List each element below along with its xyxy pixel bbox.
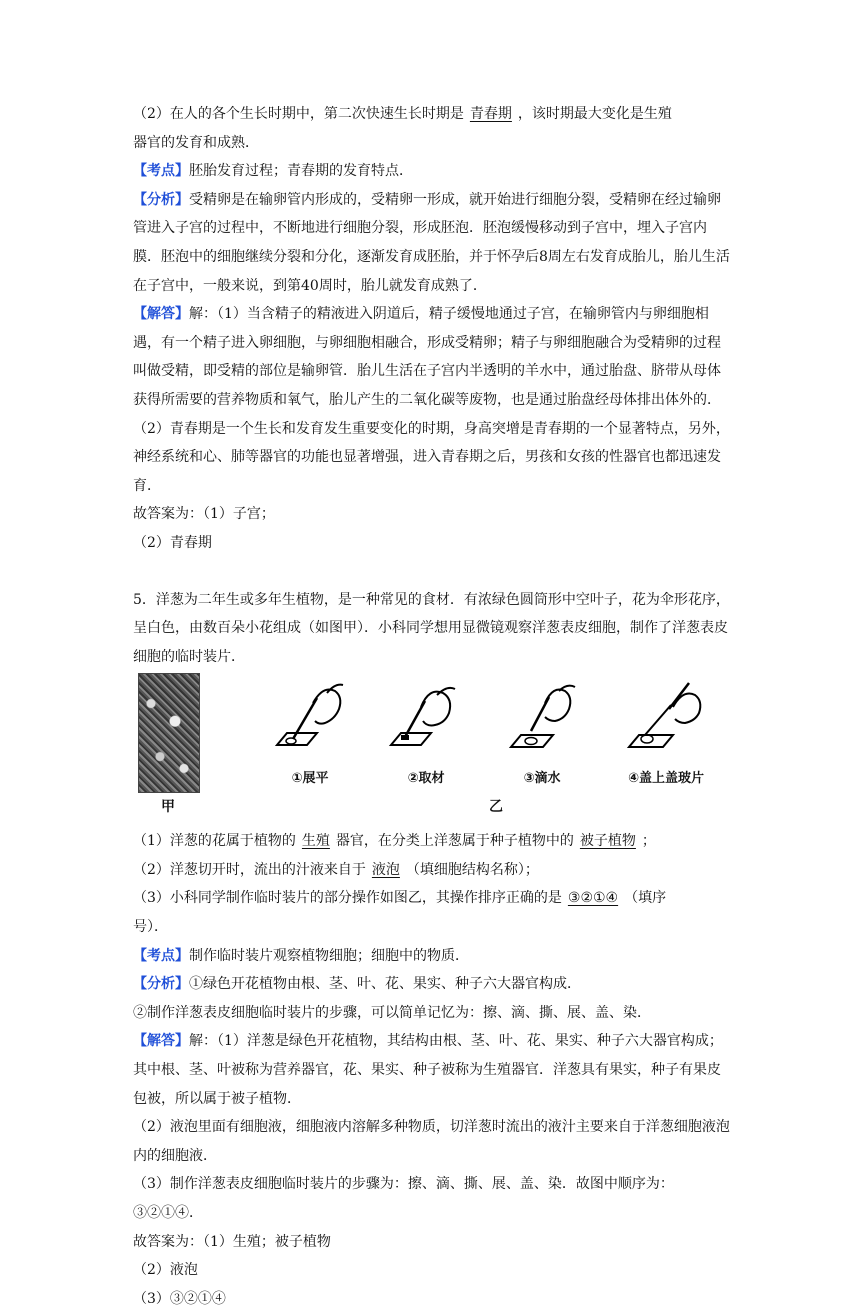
step-take-material: [371, 673, 481, 791]
q4-answer-1: 故答案为：（1）子宫；: [133, 506, 275, 523]
q5-answer-2: （2）液泡: [133, 1262, 198, 1279]
step-caption: ③滴水: [523, 771, 561, 787]
q5-answer-1: 故答案为：（1）生殖；被子植物: [133, 1233, 331, 1250]
q5-figure: [133, 673, 733, 823]
fenxi-tag: 【分析】: [133, 976, 189, 993]
answer-blank: 生殖: [301, 833, 330, 850]
q4-fenxi: 【分析】受精卵是在输卵管内形成的，受精卵一形成，就开始进行细胞分裂，受精卵在经过输卵管进入子宫的过程中，不断地进行细胞分裂，形成胚泡．胚泡缓慢移动到子宫中，埋入子宫内膜．胚泡中的细胞继续分裂和分化，逐渐发育成胚胎，并于怀孕后8周左右发育成胎儿，胎儿生活在子宫中，一般来说，到第40周时，胎儿就发育成熟了．: [133, 191, 730, 294]
step-take-drawing: [371, 673, 481, 763]
q5-fenxi-2: ②制作洋葱表皮细胞临时装片的步骤，可以简单记忆为：擦、滴、撕、展、盖、染．: [133, 1004, 651, 1021]
step-spread-drawing: [255, 673, 365, 763]
fenxi-tag: 【分析】: [133, 191, 189, 208]
step-spread: [255, 673, 365, 791]
q5-jieda-3: （3）制作洋葱表皮细胞临时装片的步骤为：擦、滴、撕、展、盖、染．故图中顺序为：③②①④．: [133, 1176, 674, 1221]
q4-jieda-2: （2）青春期是一个生长和发育发生重要变化的时期，身高突增是青春期的一个显著特点，另外，神经系统和心、肺等器官的功能也显著增强，进入青春期之后，男孩和女孩的性器官也都迅速发育．: [133, 420, 730, 494]
answer-blank: 青春期: [469, 106, 512, 122]
step-cover-slip: [611, 673, 721, 791]
step-caption: ①展平: [291, 771, 329, 787]
kaodian-tag: 【考点】: [133, 947, 189, 964]
jieda-tag: 【解答】: [133, 306, 189, 323]
q5-jieda-1: 【解答】解：（1）洋葱是绿色开花植物，其结构由根、茎、叶、花、果实、种子六大器官构成；其中根、茎、叶被称为营养器官，花、果实、种子被称为生殖器官．洋葱具有果实，种子有果皮包被，所以属于被子植物．: [133, 1033, 723, 1107]
step-drip-water: [487, 673, 597, 791]
figure-label-b: 乙: [489, 799, 503, 816]
step-cover-drawing: [611, 673, 721, 763]
q4-part2-question: （2）在人的各个生长时期中，第二次快速生长时期是 青春期 ，该时期最大变化是生殖: [133, 106, 672, 122]
kaodian-tag: 【考点】: [133, 163, 189, 180]
step-caption: ④盖上盖玻片: [627, 771, 704, 787]
answer-blank: ③②①④: [567, 890, 619, 907]
q5-sub3-cont: 号）．: [133, 919, 168, 936]
step-caption: ②取材: [407, 771, 445, 787]
answer-blank: 液泡: [371, 861, 400, 878]
q5-fenxi-1: 【分析】①绿色开花植物由根、茎、叶、花、果实、种子六大器官构成．: [133, 976, 581, 993]
q5-sub3: （3）小科同学制作临时装片的部分操作如图乙，其操作排序正确的是 ③②①④ （填序: [133, 890, 667, 907]
step-drip-drawing: [487, 673, 597, 763]
jieda-tag: 【解答】: [133, 1033, 189, 1050]
q5-answer-3: （3）③②①④: [133, 1290, 226, 1307]
q5-sub1: （1）洋葱的花属于植物的 生殖 器官，在分类上洋葱属于种子植物中的 被子植物 ；: [133, 833, 656, 850]
q4-part2-question-cont: 器官的发育和成熟．: [133, 134, 259, 151]
q4-answer-2: （2）青春期: [133, 534, 212, 551]
q4-kaodian: 【考点】胚胎发育过程；青春期的发育特点．: [133, 163, 413, 180]
q4-jieda-1: 【解答】解：（1）当含精子的精液进入阴道后，精子缓慢地通过子宫，在输卵管内与卵细胞相遇，有一个精子进入卵细胞，与卵细胞相融合，形成受精卵；精子与卵细胞融合为受精卵的过程叫做受精，即受精的部位是输卵管．胎儿生活在子宫内半透明的羊水中，通过胎盘、脐带从母体获得所需要的营养物质和氧气，胎儿产生的二氧化碳等废物，也是通过胎盘经母体排出体外的．: [133, 306, 721, 408]
document-page: [133, 100, 733, 1313]
onion-flower-photo: [138, 673, 200, 793]
figure-label-a: 甲: [161, 799, 175, 816]
q5-kaodian: 【考点】制作临时装片观察植物细胞；细胞中的物质．: [133, 947, 469, 964]
q5-sub2: （2）洋葱切开时，流出的汁液来自于 液泡 （填细胞结构名称）；: [133, 861, 539, 878]
answer-blank: 被子植物: [579, 833, 636, 850]
q5-jieda-2: （2）液泡里面有细胞液，细胞液内溶解多种物质，切洋葱时流出的液汁主要来自于洋葱细胞液泡内的细胞液．: [133, 1119, 730, 1164]
q5-stem: 5．洋葱为二年生或多年生植物，是一种常见的食材．有浓绿色圆筒形中空叶子，花为伞形花序，呈白色，由数百朵小花组成（如图甲）．小科同学想用显微镜观察洋葱表皮细胞，制作了洋葱表皮细胞的临时装片．: [133, 591, 730, 665]
